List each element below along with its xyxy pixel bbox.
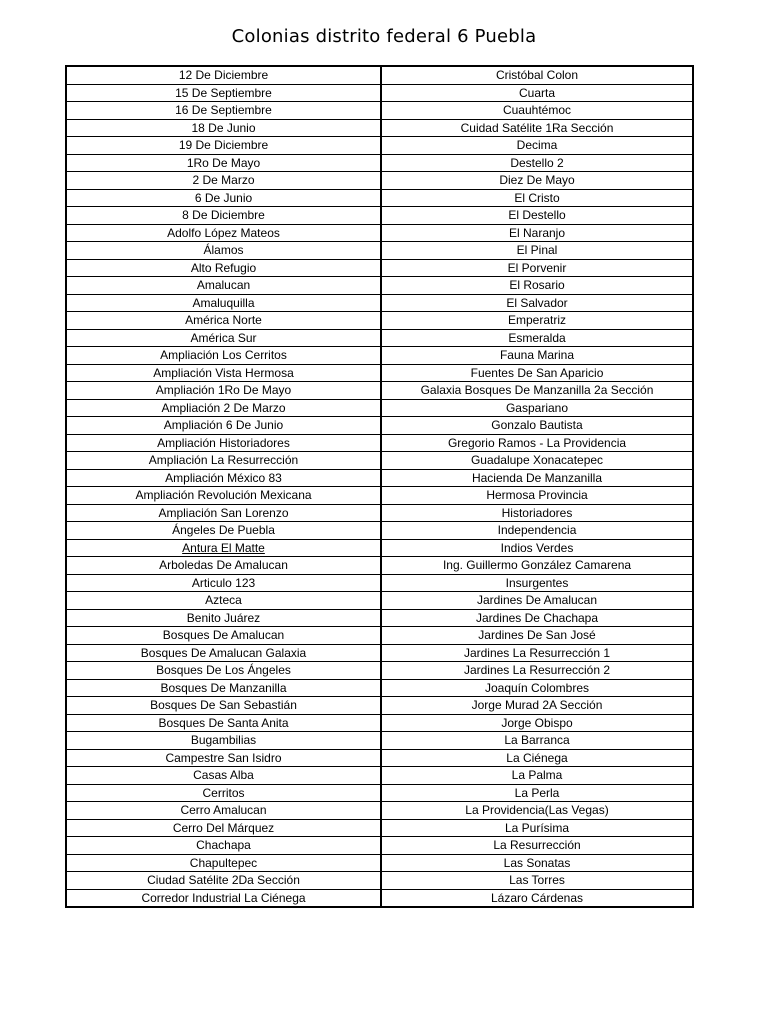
colonia-cell-left: 2 De Marzo bbox=[66, 172, 381, 190]
colonia-cell-left: Amaluquilla bbox=[66, 294, 381, 312]
table-row bbox=[66, 102, 693, 120]
table-row bbox=[66, 609, 693, 627]
colonia-cell-right: Esmeralda bbox=[381, 329, 693, 347]
colonia-cell-left: Articulo 123 bbox=[66, 574, 381, 592]
table-row bbox=[66, 66, 693, 84]
colonia-cell-right: Hacienda De Manzanilla bbox=[381, 469, 693, 487]
colonia-cell-right: La Palma bbox=[381, 767, 693, 785]
table-row bbox=[66, 224, 693, 242]
colonia-cell-left: Amalucan bbox=[66, 277, 381, 295]
table-row bbox=[66, 557, 693, 575]
colonia-cell-left: 1Ro De Mayo bbox=[66, 154, 381, 172]
page-title: Colonias distrito federal 6 Puebla bbox=[231, 26, 537, 47]
colonia-cell-left: Bosques De Los Ángeles bbox=[66, 662, 381, 680]
colonia-cell-left: Chapultepec bbox=[66, 854, 381, 872]
table-row bbox=[66, 539, 693, 557]
colonia-cell-right: Jorge Murad 2A Sección bbox=[381, 697, 693, 715]
table-row bbox=[66, 259, 693, 277]
colonia-cell-left: Arboledas De Amalucan bbox=[66, 557, 381, 575]
colonia-cell-right: Jardines De San José bbox=[381, 627, 693, 645]
colonia-cell-right: Indios Verdes bbox=[381, 539, 693, 557]
colonia-cell-left: Casas Alba bbox=[66, 767, 381, 785]
colonia-cell-right: Fauna Marina bbox=[381, 347, 693, 365]
colonia-cell-right: Diez De Mayo bbox=[381, 172, 693, 190]
colonia-cell-right: El Porvenir bbox=[381, 259, 693, 277]
colonia-cell-right: La Resurrección bbox=[381, 837, 693, 855]
colonia-cell-left: Ampliación 6 De Junio bbox=[66, 417, 381, 435]
colonia-cell-right: Jorge Obispo bbox=[381, 714, 693, 732]
colonias-table bbox=[65, 65, 694, 908]
colonia-cell-left: Ampliación 1Ro De Mayo bbox=[66, 382, 381, 400]
colonia-cell-left: Bosques De Manzanilla bbox=[66, 679, 381, 697]
colonia-cell-left: 18 De Junio bbox=[66, 119, 381, 137]
colonia-cell-left: América Sur bbox=[66, 329, 381, 347]
colonia-cell-left: 8 De Diciembre bbox=[66, 207, 381, 225]
table-row bbox=[66, 819, 693, 837]
colonia-cell-left: Antura El Matte bbox=[66, 539, 381, 557]
colonia-cell-right: Decima bbox=[381, 137, 693, 155]
colonia-cell-right: Cristóbal Colon bbox=[381, 66, 693, 84]
colonia-cell-left: Ampliación La Resurrección bbox=[66, 452, 381, 470]
table-row bbox=[66, 189, 693, 207]
colonia-cell-left: Chachapa bbox=[66, 837, 381, 855]
colonia-cell-right: El Cristo bbox=[381, 189, 693, 207]
table-row bbox=[66, 732, 693, 750]
table-row bbox=[66, 364, 693, 382]
colonia-cell-left: Adolfo López Mateos bbox=[66, 224, 381, 242]
colonia-cell-left: Ángeles De Puebla bbox=[66, 522, 381, 540]
colonia-cell-right: Lázaro Cárdenas bbox=[381, 889, 693, 907]
colonia-cell-right: Las Torres bbox=[381, 872, 693, 890]
table-row bbox=[66, 172, 693, 190]
table-row bbox=[66, 784, 693, 802]
colonia-cell-left: Ampliación México 83 bbox=[66, 469, 381, 487]
colonia-cell-left: 6 De Junio bbox=[66, 189, 381, 207]
colonia-cell-right: Fuentes De San Aparicio bbox=[381, 364, 693, 382]
colonia-cell-right: Gregorio Ramos - La Providencia bbox=[381, 434, 693, 452]
colonia-cell-left: Alto Refugio bbox=[66, 259, 381, 277]
colonia-cell-left: Benito Juárez bbox=[66, 609, 381, 627]
colonia-cell-left: 19 De Diciembre bbox=[66, 137, 381, 155]
table-row bbox=[66, 294, 693, 312]
colonia-cell-right: Las Sonatas bbox=[381, 854, 693, 872]
table-row bbox=[66, 767, 693, 785]
colonia-cell-right: Insurgentes bbox=[381, 574, 693, 592]
colonia-cell-left: Cerro Del Márquez bbox=[66, 819, 381, 837]
colonia-cell-right: La Providencia(Las Vegas) bbox=[381, 802, 693, 820]
table-row bbox=[66, 469, 693, 487]
table-row bbox=[66, 119, 693, 137]
table-body bbox=[66, 66, 693, 907]
table-row bbox=[66, 487, 693, 505]
table-row bbox=[66, 137, 693, 155]
colonia-cell-right: Ing. Guillermo González Camarena bbox=[381, 557, 693, 575]
table-row bbox=[66, 242, 693, 260]
colonia-cell-right: Cuarta bbox=[381, 84, 693, 102]
colonia-cell-left: Cerro Amalucan bbox=[66, 802, 381, 820]
table-row bbox=[66, 679, 693, 697]
table-row bbox=[66, 277, 693, 295]
table-row bbox=[66, 417, 693, 435]
colonia-cell-right: El Pinal bbox=[381, 242, 693, 260]
table-row bbox=[66, 627, 693, 645]
colonia-cell-left: Bosques De Amalucan bbox=[66, 627, 381, 645]
colonia-cell-left: Corredor Industrial La Ciénega bbox=[66, 889, 381, 907]
table-row bbox=[66, 697, 693, 715]
table-row bbox=[66, 889, 693, 907]
colonia-cell-left: Ampliación Vista Hermosa bbox=[66, 364, 381, 382]
colonia-cell-left: Álamos bbox=[66, 242, 381, 260]
colonia-cell-left: Bosques De Santa Anita bbox=[66, 714, 381, 732]
table-row bbox=[66, 714, 693, 732]
colonia-cell-right: Gaspariano bbox=[381, 399, 693, 417]
colonia-cell-right: Gonzalo Bautista bbox=[381, 417, 693, 435]
colonia-cell-left: Ampliación Revolución Mexicana bbox=[66, 487, 381, 505]
table-row bbox=[66, 452, 693, 470]
table-row bbox=[66, 872, 693, 890]
colonia-cell-right: Hermosa Provincia bbox=[381, 487, 693, 505]
table-row bbox=[66, 592, 693, 610]
table-row bbox=[66, 382, 693, 400]
colonia-cell-right: La Purísima bbox=[381, 819, 693, 837]
colonia-cell-left: 16 De Septiembre bbox=[66, 102, 381, 120]
table-row bbox=[66, 154, 693, 172]
table-row bbox=[66, 522, 693, 540]
colonia-cell-right: Jardines La Resurrección 2 bbox=[381, 662, 693, 680]
colonia-cell-right: Independencia bbox=[381, 522, 693, 540]
table-row bbox=[66, 504, 693, 522]
colonia-cell-left: 12 De Diciembre bbox=[66, 66, 381, 84]
colonia-cell-right: El Rosario bbox=[381, 277, 693, 295]
colonia-cell-left: 15 De Septiembre bbox=[66, 84, 381, 102]
table-row bbox=[66, 312, 693, 330]
colonia-cell-left: Ampliación 2 De Marzo bbox=[66, 399, 381, 417]
colonia-cell-right: El Salvador bbox=[381, 294, 693, 312]
table-row bbox=[66, 574, 693, 592]
colonia-cell-right: Guadalupe Xonacatepec bbox=[381, 452, 693, 470]
colonia-cell-right: La Perla bbox=[381, 784, 693, 802]
colonia-cell-right: Destello 2 bbox=[381, 154, 693, 172]
colonia-cell-left: Azteca bbox=[66, 592, 381, 610]
colonia-cell-left: Ampliación Historiadores bbox=[66, 434, 381, 452]
colonia-cell-right: Cuidad Satélite 1Ra Sección bbox=[381, 119, 693, 137]
colonia-cell-left: Ciudad Satélite 2Da Sección bbox=[66, 872, 381, 890]
colonia-cell-right: Cuauhtémoc bbox=[381, 102, 693, 120]
colonia-cell-left: Cerritos bbox=[66, 784, 381, 802]
table-row bbox=[66, 84, 693, 102]
colonia-cell-right: Emperatriz bbox=[381, 312, 693, 330]
table-row bbox=[66, 347, 693, 365]
colonia-cell-right: Jardines De Amalucan bbox=[381, 592, 693, 610]
colonia-cell-right: Jardines La Resurrección 1 bbox=[381, 644, 693, 662]
colonia-cell-left: Campestre San Isidro bbox=[66, 749, 381, 767]
table-row bbox=[66, 644, 693, 662]
colonia-cell-right: Historiadores bbox=[381, 504, 693, 522]
table-row bbox=[66, 207, 693, 225]
table-row bbox=[66, 854, 693, 872]
table-row bbox=[66, 837, 693, 855]
colonia-cell-left: Bosques De San Sebastián bbox=[66, 697, 381, 715]
table-row bbox=[66, 662, 693, 680]
colonia-cell-left: Bugambilias bbox=[66, 732, 381, 750]
colonia-cell-right: Jardines De Chachapa bbox=[381, 609, 693, 627]
colonia-cell-right: La Ciénega bbox=[381, 749, 693, 767]
colonia-cell-right: La Barranca bbox=[381, 732, 693, 750]
table-row bbox=[66, 802, 693, 820]
colonia-cell-right: Galaxia Bosques De Manzanilla 2a Sección bbox=[381, 382, 693, 400]
colonia-cell-left: América Norte bbox=[66, 312, 381, 330]
table-row bbox=[66, 749, 693, 767]
colonia-cell-right: Joaquín Colombres bbox=[381, 679, 693, 697]
colonia-cell-left: Ampliación Los Cerritos bbox=[66, 347, 381, 365]
colonia-cell-left: Bosques De Amalucan Galaxia bbox=[66, 644, 381, 662]
colonia-cell-left: Ampliación San Lorenzo bbox=[66, 504, 381, 522]
table-row bbox=[66, 399, 693, 417]
colonia-cell-right: El Destello bbox=[381, 207, 693, 225]
colonia-cell-right: El Naranjo bbox=[381, 224, 693, 242]
table-row bbox=[66, 329, 693, 347]
table-row bbox=[66, 434, 693, 452]
